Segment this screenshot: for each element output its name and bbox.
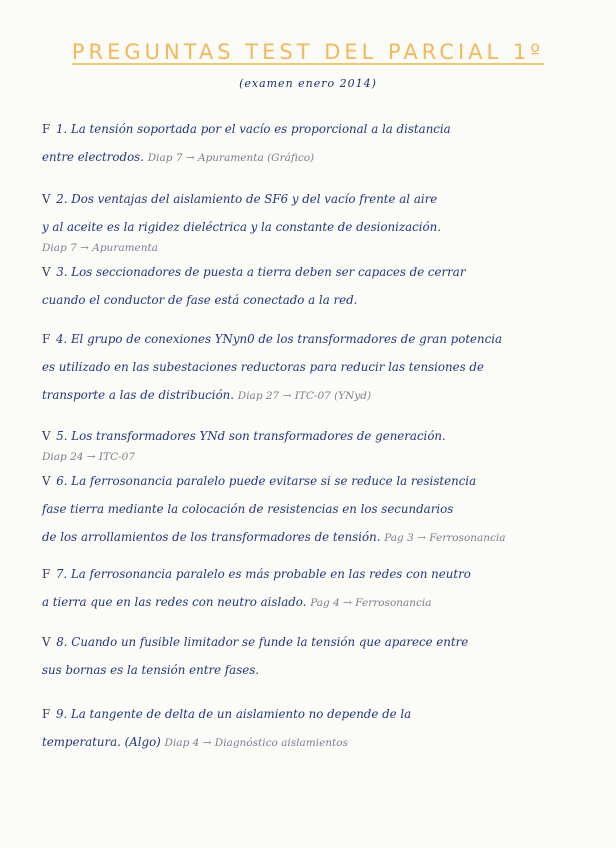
question-text: 3. Los seccionadores de puesta a tierra deben ser capaces de cerrar (56, 265, 466, 279)
question-text: 9. La tangente de delta de un aislamiento no depende de la (55, 707, 412, 721)
question-text: cuando el conductor de fase está conectado a la red. (42, 293, 358, 307)
answer-mark: V (42, 265, 51, 279)
question-line (42, 467, 608, 495)
reference-note: Diap 27 → ITC-07 (YNyd) (237, 390, 372, 402)
answer-mark: F (42, 567, 51, 581)
question-1 (42, 115, 608, 172)
question-line (42, 628, 608, 656)
question-text: 6. La ferrosonancia paralelo puede evitarse si se reduce la resistencia (56, 474, 477, 488)
question-2 (42, 185, 608, 255)
question-text: es utilizado en las subestaciones reductoras para reducir las tensiones de (42, 360, 484, 374)
question-7 (42, 560, 608, 617)
question-line (42, 325, 608, 353)
question-4 (42, 325, 608, 410)
question-line (42, 560, 608, 588)
question-text: a tierra que en las redes con neutro aislado. (42, 595, 307, 609)
question-line (42, 700, 608, 728)
reference-note: Diap 7 → Apuramenta (42, 242, 159, 254)
page-title: PREGUNTAS TEST DEL PARCIAL 1º (71, 40, 545, 64)
question-line (42, 422, 608, 450)
answer-mark: F (42, 122, 51, 136)
question-text: 1. La tensión soportada por el vacío es proporcional a la distancia (55, 122, 451, 136)
question-line (42, 381, 608, 410)
question-line (42, 656, 608, 684)
question-line (42, 588, 608, 617)
question-text: 7. La ferrosonancia paralelo es más probable en las redes con neutro (55, 567, 471, 581)
reference-note: Diap 4 → Diagnóstico aislamientos (164, 737, 348, 749)
answer-mark: V (42, 429, 51, 443)
reference-note: Diap 24 → ITC-07 (42, 451, 136, 463)
question-9 (42, 700, 608, 757)
question-line (42, 495, 608, 523)
answer-mark: F (42, 332, 51, 346)
question-text: entre electrodos. (42, 150, 144, 164)
question-text: de los arrollamientos de los transformadores de tensión. (42, 530, 381, 544)
question-line (42, 286, 608, 314)
question-text: 4. El grupo de conexiones YNyn0 de los transformadores de gran potencia (55, 332, 503, 346)
question-text: fase tierra mediante la colocación de resistencias en los secundarios (42, 502, 454, 516)
reference-note: Pag 3 → Ferrosonancia (384, 532, 506, 544)
question-8 (42, 628, 608, 684)
question-text: sus bornas es la tensión entre fases. (42, 663, 260, 677)
answer-mark: V (42, 192, 51, 206)
question-line (42, 353, 608, 381)
reference-note: Pag 4 → Ferrosonancia (310, 597, 432, 609)
question-text: y al aceite es la rigidez dieléctrica y la constante de desionización. (42, 220, 441, 234)
question-line (42, 523, 608, 552)
question-3 (42, 258, 608, 314)
page-subtitle: (examen enero 2014) (239, 77, 377, 90)
answer-mark: F (42, 707, 51, 721)
question-line (42, 258, 608, 286)
answer-mark: V (42, 474, 51, 488)
question-line (42, 185, 608, 213)
question-text: 2. Dos ventajas del aislamiento de SF6 y del vacío frente al aire (56, 192, 438, 206)
question-text: 5. Los transformadores YNd son transformadores de generación. (56, 429, 446, 443)
question-text: transporte a las de distribución. (42, 388, 235, 402)
question-line (42, 728, 608, 757)
answer-mark: V (42, 635, 51, 649)
question-5 (42, 422, 608, 464)
question-6 (42, 467, 608, 552)
question-line (42, 115, 608, 143)
question-line (42, 213, 608, 241)
question-line (42, 143, 608, 172)
reference-note: Diap 7 → Apuramenta (Gráfico) (147, 152, 315, 164)
question-text: temperatura. (Algo) (42, 735, 161, 749)
question-text: 8. Cuando un fusible limitador se funde la tensión que aparece entre (56, 635, 469, 649)
